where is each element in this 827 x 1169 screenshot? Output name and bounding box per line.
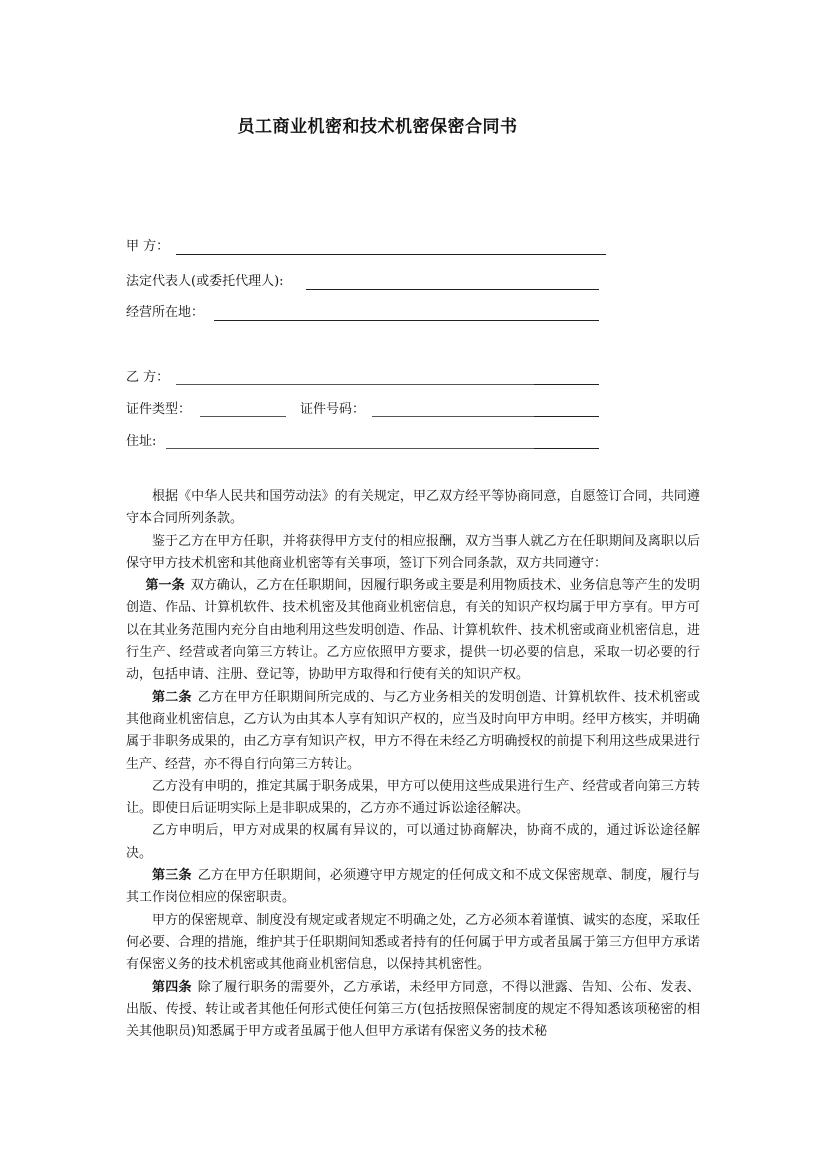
paragraph: [126, 977, 700, 1044]
party-b-blank-end: [534, 384, 599, 385]
party-b-address-field: [126, 432, 156, 452]
paragraph-text: 乙方申明后，甲方对成果的权属有异议的，可以通过协商解决，协商不成的，通过诉讼途径解决。: [126, 823, 700, 861]
party-a-rep-field: [126, 272, 284, 292]
paragraph: [126, 575, 700, 686]
paragraph-text: 乙方在甲方任职期间，必须遵守甲方规定的任何成文和不成文保密规章、制度，履行与其工作岗位相应的保密职责。: [126, 868, 700, 906]
party-a-address-field: [126, 303, 204, 323]
paragraph: [126, 687, 700, 776]
paragraph: [126, 910, 700, 977]
party-a-address-blank[interactable]: [214, 320, 599, 321]
party-b-field: [126, 368, 169, 388]
party-b-id-number-blank[interactable]: [372, 416, 534, 417]
paragraph: [126, 531, 700, 576]
contract-body: [126, 486, 700, 1043]
party-b-id-type-field: [126, 400, 191, 420]
paragraph-text: 甲方的保密规章、制度没有规定或者规定不明确之处，乙方必须本着谨慎、诚实的态度，采取任何必要、合理的措施，维护其于任职期间知悉或者持有的任何属于甲方或者虽属于第三方但甲方承诺有保密义务的技术机密或其他商业机密信息，以保持其机密性。: [126, 912, 700, 973]
paragraph: [126, 776, 700, 821]
party-b-blank[interactable]: [176, 384, 534, 385]
party-a-field: [126, 237, 169, 257]
paragraph-text: 乙方在甲方任职期间所完成的、与乙方业务相关的发明创造、计算机软件、技术机密或其他商业机密信息，乙方认为由其本人享有知识产权的，应当及时向甲方申明。经甲方核实，并明确属于非职务成果的，由乙方享有知识产权，甲方不得在未经乙方明确授权的前提下利用这些成果进行生产、经营，亦不得自行向第三方转让。: [126, 689, 700, 772]
paragraph-text: 根据《中华人民共和国劳动法》的有关规定，甲乙双方经平等协商同意，自愿签订合同，共同遵守本合同所列条款。: [126, 489, 700, 527]
party-b-id-number-field: [300, 400, 365, 420]
paragraph-text: 双方确认，乙方在任职期间，因履行职务或主要是利用物质技术、业务信息等产生的发明创造、作品、计算机软件、技术机密及其他商业机密信息，有关的知识产权均属于甲方享有。甲方可以在其业务范围内充分自由地利用这些发明创造、作品、计算机软件、技术机密或商业机密信息，进行生产、经营或者向第三方转让。乙方应依照甲方要求，提供一切必要的信息，采取一切必要的行动，包括申请、注册、登记等，协助甲方取得和行使有关的知识产权。: [126, 578, 700, 683]
article-heading: 第四条: [152, 979, 192, 995]
party-b-id-number-blank-end: [534, 416, 599, 417]
paragraph: [126, 820, 700, 865]
document-title: 员工商业机密和技术机密保密合同书: [237, 117, 518, 137]
party-a-label: 甲 方：: [126, 239, 170, 254]
party-b-address-label: 住址:: [126, 434, 157, 449]
paragraph-text: 除了履行职务的需要外，乙方承诺，未经甲方同意，不得以泄露、告知、公布、发表、出版、传授、转让或者其他任何形式使任何第三方(包括按照保密制度的规定不得知悉该项秘密的相关其他职员)知悉属于甲方或者虽属于他人但甲方承诺有保密义务的技术秘: [126, 979, 700, 1040]
paragraph: [126, 486, 700, 531]
article-heading: 第二条: [152, 689, 192, 705]
party-b-address-blank[interactable]: [166, 448, 534, 449]
party-b-id-number-label: 证件号码：: [300, 402, 366, 417]
party-a-address-label: 经营所在地：: [126, 305, 205, 320]
party-a-blank[interactable]: [176, 254, 606, 255]
party-b-address-blank-end: [534, 448, 599, 449]
paragraph-text: 鉴于乙方在甲方任职，并将获得甲方支付的相应报酬，双方当事人就乙方在任职期间及离职以后保守甲方技术机密和其他商业机密等有关事项，签订下列合同条款，双方共同遵守：: [126, 533, 700, 571]
party-b-id-type-blank[interactable]: [200, 416, 286, 417]
paragraph: [126, 865, 700, 910]
article-heading: 第一条: [145, 578, 185, 594]
party-b-label: 乙 方：: [126, 370, 170, 385]
paragraph-text: 乙方没有申明的，推定其属于职务成果，甲方可以使用这些成果进行生产、经营或者向第三方转让。即使日后证明实际上是非职成果的，乙方亦不通过诉讼途径解决。: [126, 778, 700, 817]
party-a-rep-blank[interactable]: [306, 289, 599, 290]
article-heading: 第三条: [152, 868, 192, 884]
party-a-rep-label: 法定代表人(或委托代理人):: [126, 274, 284, 289]
party-b-id-type-label: 证件类型：: [126, 402, 192, 417]
